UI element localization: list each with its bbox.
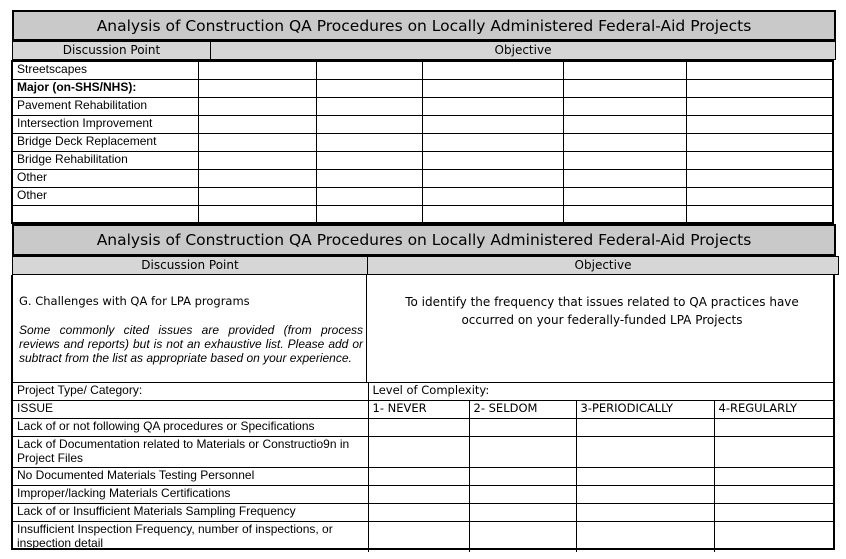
- issue-text: Lack of Documentation related to Materials or Constructio9n in Project Files: [13, 437, 368, 468]
- category-row: [13, 383, 835, 401]
- issue-row: [13, 419, 835, 437]
- row-label: Major (on-SHS/NHS):: [12, 79, 198, 97]
- level-periodically: 3-PERIODICALLY: [576, 401, 714, 419]
- level-regularly: 4-REGULARLY: [714, 401, 835, 419]
- top-row: [12, 97, 833, 115]
- top-row: [12, 115, 833, 133]
- row-label: Streetscapes: [12, 61, 198, 79]
- row-label: Intersection Improvement: [12, 115, 198, 133]
- issue-row: [13, 437, 835, 468]
- bottom-header-objective: Objective: [367, 256, 839, 275]
- issue-text: Lack of or Insufficient Materials Sampling Frequency: [13, 504, 368, 522]
- issue-text: No Documented Materials Testing Personnel: [13, 468, 368, 486]
- discussion-block: [13, 275, 367, 383]
- issue-text: Improper/lacking Materials Certifications: [13, 486, 368, 504]
- top-row: [12, 61, 833, 79]
- discussion-note: Some commonly cited issues are provided (from process reviews and reports) but is not an exhaustive list. Please add or subtract from the list as appropriate based on your experience.: [19, 323, 363, 365]
- issue-label: ISSUE: [13, 401, 368, 419]
- objective-text: To identify the frequency that issues related to QA practices have occurred on your federally-funded LPA Projects: [405, 295, 799, 327]
- issues-table: [13, 382, 835, 552]
- top-row: [12, 151, 833, 169]
- levels-header-row: [13, 401, 835, 419]
- top-row: [12, 133, 833, 151]
- complexity-label: Level of Complexity:: [368, 383, 835, 401]
- top-row: [12, 205, 833, 223]
- top-table: [11, 60, 834, 224]
- issue-text: Insufficient Inspection Frequency, number of inspections, or inspection detail: [13, 522, 368, 552]
- level-seldom: 2- SELDOM: [469, 401, 576, 419]
- issue-row: [13, 468, 835, 486]
- bottom-title: Analysis of Construction QA Procedures on Locally Administered Federal-Aid Projects: [12, 224, 836, 256]
- issue-text: Lack of or not following QA procedures or Specifications: [13, 419, 368, 437]
- top-header-discussion: Discussion Point: [12, 41, 211, 60]
- level-never: 1- NEVER: [368, 401, 469, 419]
- row-label: Pavement Rehabilitation: [12, 97, 198, 115]
- row-label: [12, 205, 198, 223]
- top-header-objective: Objective: [210, 41, 836, 60]
- row-label: Other: [12, 187, 198, 205]
- top-row: [12, 79, 833, 97]
- discussion-heading: G. Challenges with QA for LPA programs: [19, 294, 250, 308]
- top-row: [12, 187, 833, 205]
- top-title: Analysis of Construction QA Procedures on Locally Administered Federal-Aid Projects: [12, 10, 836, 41]
- row-label: Other: [12, 169, 198, 187]
- bottom-header-discussion: Discussion Point: [12, 256, 368, 275]
- top-row: [12, 169, 833, 187]
- row-label: Bridge Rehabilitation: [12, 151, 198, 169]
- issue-row: [13, 522, 835, 552]
- project-type-label: Project Type/ Category:: [13, 383, 368, 401]
- row-label: Bridge Deck Replacement: [12, 133, 198, 151]
- issue-row: [13, 486, 835, 504]
- issue-row: [13, 504, 835, 522]
